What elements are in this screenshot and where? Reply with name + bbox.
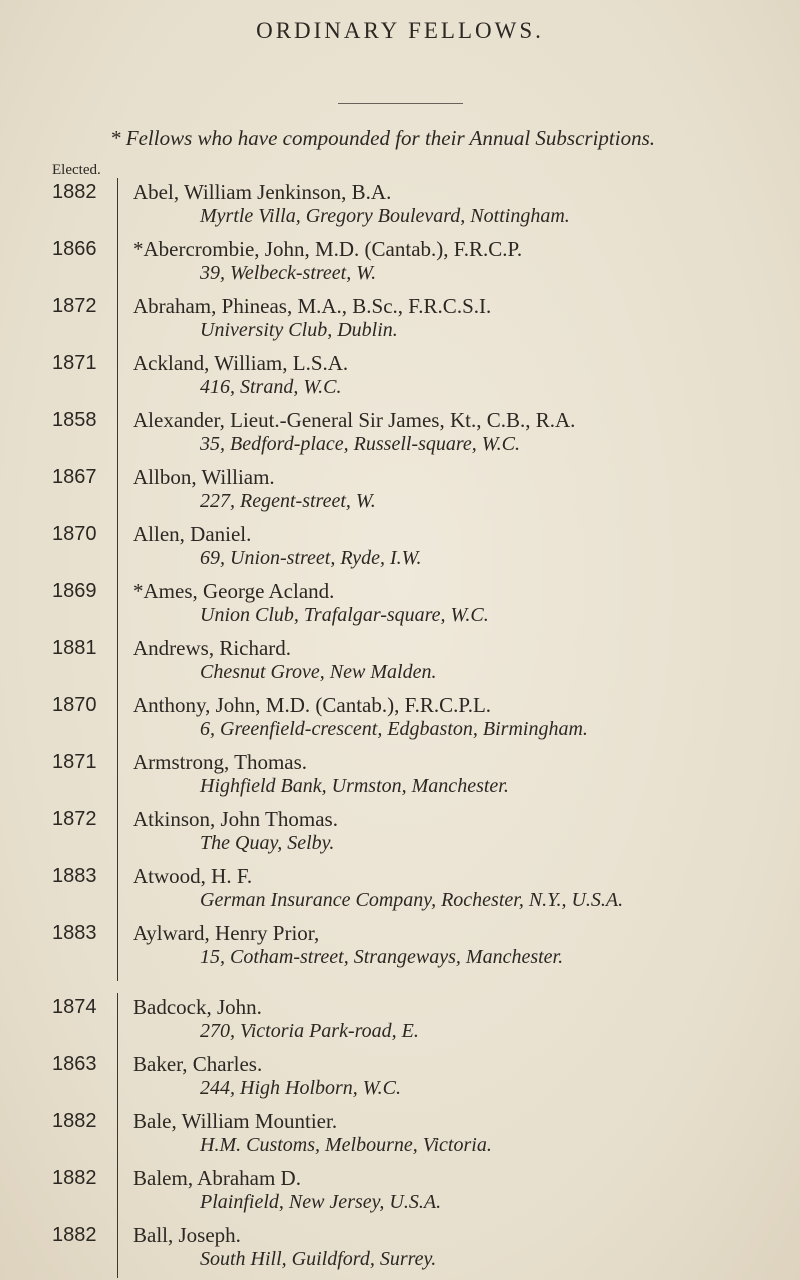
fellow-address: 15, Cotham-street, Strangeways, Manchester. [200, 946, 564, 968]
fellow-address: H.M. Customs, Melbourne, Victoria. [200, 1134, 492, 1156]
fellow-entry [0, 404, 800, 461]
elected-year: 1874 [52, 996, 97, 1018]
elected-year: 1882 [52, 1167, 97, 1189]
fellow-name: Anthony, John, M.D. (Cantab.), F.R.C.P.L. [133, 693, 492, 717]
fellow-entry [0, 991, 800, 1048]
fellow-name: Allbon, William. [133, 465, 275, 489]
elected-year: 1866 [52, 238, 97, 260]
fellow-name: Abraham, Phineas, M.A., B.Sc., F.R.C.S.I. [133, 294, 492, 318]
elected-year: 1867 [52, 466, 97, 488]
elected-year: 1858 [52, 409, 97, 431]
elected-year: 1883 [52, 865, 97, 887]
fellow-address: Chesnut Grove, New Malden. [200, 661, 437, 683]
fellow-entry [0, 860, 800, 917]
fellow-name: Atwood, H. F. [133, 864, 253, 888]
fellow-entry [0, 575, 800, 632]
fellow-address: 6, Greenfield-crescent, Edgbaston, Birmingham. [200, 718, 588, 740]
fellow-name: Ball, Joseph. [133, 1223, 241, 1247]
fellow-entry [0, 1219, 800, 1276]
fellow-name: Ackland, William, L.S.A. [133, 351, 349, 375]
elected-year: 1872 [52, 295, 97, 317]
fellow-name: *Ames, George Acland. [133, 579, 335, 603]
fellow-name: *Abercrombie, John, M.D. (Cantab.), F.R.C.P. [133, 237, 523, 261]
fellow-entry [0, 233, 800, 290]
fellow-name: Balem, Abraham D. [133, 1166, 301, 1190]
elected-year: 1870 [52, 694, 97, 716]
elected-year: 1871 [52, 352, 97, 374]
title-rule [338, 103, 463, 104]
fellow-entry [0, 746, 800, 803]
group-gap [0, 974, 800, 991]
fellows-group-b [0, 991, 800, 1276]
fellow-name: Abel, William Jenkinson, B.A. [133, 180, 392, 204]
elected-year: 1869 [52, 580, 97, 602]
fellow-entry [0, 347, 800, 404]
elected-year: 1872 [52, 808, 97, 830]
fellow-entry [0, 1162, 800, 1219]
fellow-name: Baker, Charles. [133, 1052, 263, 1076]
fellow-address: University Club, Dublin. [200, 319, 398, 341]
elected-year: 1871 [52, 751, 97, 773]
fellow-address: 35, Bedford-place, Russell-square, W.C. [200, 433, 520, 455]
elected-year: 1882 [52, 1224, 97, 1246]
fellow-name: Badcock, John. [133, 995, 262, 1019]
fellow-name: Alexander, Lieut.-General Sir James, Kt., C.B., R.A. [133, 408, 576, 432]
fellow-name: Andrews, Richard. [133, 636, 292, 660]
fellow-entry [0, 632, 800, 689]
fellow-address: Plainfield, New Jersey, U.S.A. [200, 1191, 442, 1213]
elected-year: 1881 [52, 637, 97, 659]
fellow-entry [0, 689, 800, 746]
elected-year: 1870 [52, 523, 97, 545]
fellow-address: 39, Welbeck-street, W. [200, 262, 377, 284]
fellow-entry [0, 917, 800, 974]
fellow-entry [0, 461, 800, 518]
fellow-address: 69, Union-street, Ryde, I.W. [200, 547, 422, 569]
fellow-name: Allen, Daniel. [133, 522, 252, 546]
fellow-name: Atkinson, John Thomas. [133, 807, 338, 831]
fellows-list [0, 176, 800, 1276]
elected-year: 1882 [52, 1110, 97, 1132]
fellow-address: The Quay, Selby. [200, 832, 335, 854]
fellow-address: Myrtle Villa, Gregory Boulevard, Nottingham. [200, 205, 570, 227]
fellow-address: South Hill, Guildford, Surrey. [200, 1248, 437, 1270]
elected-column-header: Elected. [52, 162, 101, 178]
fellow-address: 227, Regent-street, W. [200, 490, 376, 512]
fellow-entry [0, 518, 800, 575]
fellow-address: 416, Strand, W.C. [200, 376, 342, 398]
fellow-address: Union Club, Trafalgar-square, W.C. [200, 604, 489, 626]
elected-year: 1863 [52, 1053, 97, 1075]
fellows-group-a [0, 176, 800, 974]
fellow-entry [0, 290, 800, 347]
page-title: ORDINARY FELLOWS. [256, 18, 544, 43]
fellow-entry [0, 1105, 800, 1162]
fellow-entry [0, 803, 800, 860]
fellow-address: 244, High Holborn, W.C. [200, 1077, 401, 1099]
fellow-address: Highfield Bank, Urmston, Manchester. [200, 775, 509, 797]
fellow-address: German Insurance Company, Rochester, N.Y., U.S.A. [200, 889, 624, 911]
fellow-name: Bale, William Mountier. [133, 1109, 338, 1133]
fellow-address: 270, Victoria Park-road, E. [200, 1020, 419, 1042]
fellow-name: Aylward, Henry Prior, [133, 921, 320, 945]
elected-year: 1882 [52, 181, 97, 203]
fellow-entry [0, 176, 800, 233]
elected-year: 1883 [52, 922, 97, 944]
fellow-name: Armstrong, Thomas. [133, 750, 308, 774]
compounded-note: * Fellows who have compounded for their Annual Subscriptions. [110, 126, 655, 150]
fellow-entry [0, 1048, 800, 1105]
